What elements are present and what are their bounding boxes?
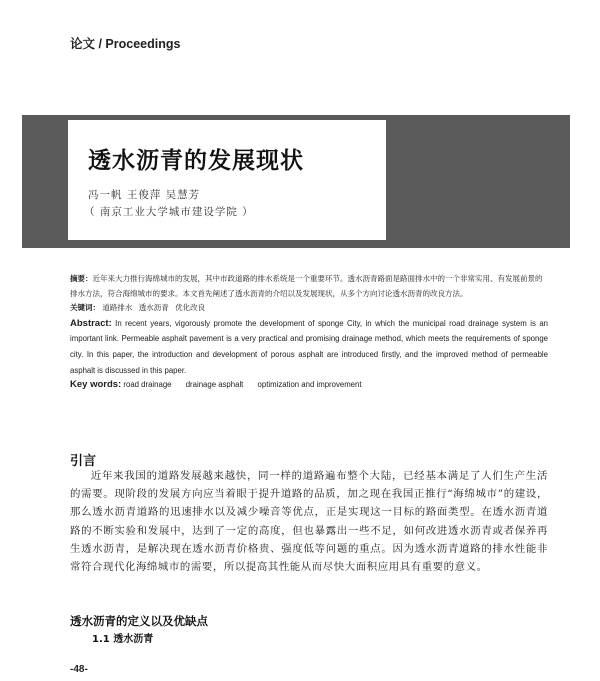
subsection-heading: 1.1 透水沥青 (92, 634, 154, 645)
keyword-en: optimization and improvement (257, 380, 362, 390)
intro-paragraph: 近年来我国的道路发展越来越快，同一样的道路遍布整个大陆，已经基本满足了人们生产生活的需要。现阶段的发展方向应当着眼于提升道路的品质，加之现在我国正推行“海绵城市”的建设，那么透水沥青道路的迅速排水以及减少噪音等优点，正是实现这一目标的路面类型。在透水沥青道路的不断实验和发展中，达到了一定的高度，但也暴露出一些不足，如何改进透水沥青或者保养再生透水沥青，是解决现在透水沥青价格贵、强度低等问题的重点。因为透水沥青道路的排水性能非常符合现代化海绵城市的需要，所以提高其性能从而尽快大面积应用具有重要的意义。 (70, 470, 548, 574)
keyword-en: drainage asphalt (185, 380, 244, 390)
keyword-cn: 透水沥青 (138, 303, 169, 312)
article-title: 透水沥青的发展现状 (88, 148, 304, 174)
abstract-cn-text: 近年来大力推行海绵城市的发展，其中市政道路的排水系统是一个重要环节。透水沥青路面是路面排水中的一个非常实用、有发展前景的排水方法，符合海绵城市的要求。本文首先阐述了透水沥青的介绍以及发展现状，从多个方向讨论透水沥青的改良方法。 (70, 274, 543, 298)
author-list: 冯一帆 王俊萍 吴慧芳 (88, 189, 201, 201)
keywords-en (70, 378, 548, 393)
section-heading: 透水沥青的定义以及优缺点 (70, 614, 208, 628)
keywords-cn (70, 301, 548, 316)
abstract-block (70, 272, 548, 393)
abstract-en (70, 316, 548, 379)
author-affiliation: （ 南京工业大学城市建设学院 ） (84, 206, 254, 218)
keywords-cn-label: 关键词： (70, 303, 100, 312)
title-banner (22, 115, 570, 248)
keyword-cn: 优化改良 (175, 303, 206, 312)
keyword-cn: 道路排水 (102, 303, 133, 312)
section-label: 论文 / Proceedings (70, 37, 181, 51)
abstract-en-text: In recent years, vigorously promote the development of sponge City, in which the municipal road drainage system is an important link. Permeable asphalt pavement is a very practical and promising drainage method, which meets the requirements of sponge city. In this paper, the introduction and development of porous asphalt are introduced firstly, and the improved method of permeable asphalt is discussed in this paper. (70, 318, 548, 375)
abstract-cn (70, 272, 548, 301)
title-card (68, 120, 386, 240)
abstract-en-label: Abstract: (70, 317, 112, 329)
intro-heading: 引言 (70, 454, 97, 469)
keyword-en: road drainage (123, 380, 172, 390)
page-number: -48- (70, 664, 88, 675)
keywords-en-label: Key words: (70, 379, 122, 391)
abstract-cn-label: 摘要： (70, 274, 93, 283)
